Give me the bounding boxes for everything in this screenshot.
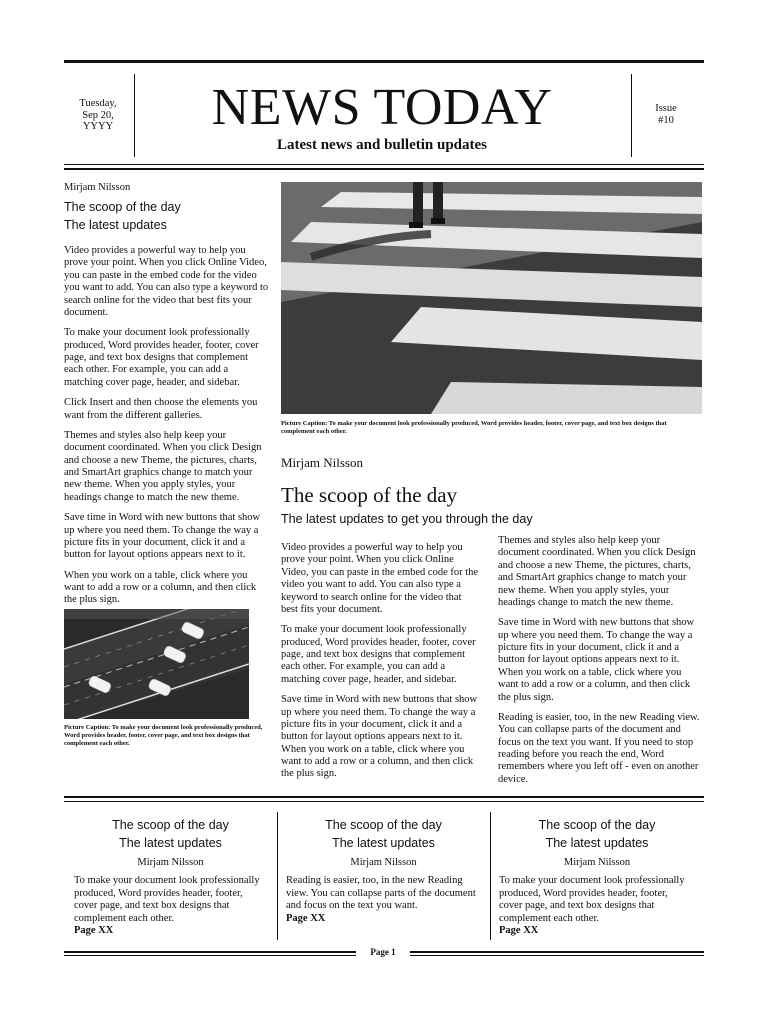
footer-rule-right-thin [410,955,704,956]
feature-paragraph: Save time in Word with new buttons that show up where you need them. To change the way a picture fits in your document, click it and a button for layout options appears next to it. When you work on a table, click where you want to add a row or a column, and then click the plus sign. [498,617,695,703]
left-heading: The scoop of the day [64,200,181,214]
bottom-story-body: Reading is easier, too, in the new Reading view. You can collapse parts of the document and focus on the text you want. [286,875,476,912]
bottom-story-subheading: The latest updates [545,836,649,850]
issue-label: Issue [655,103,677,114]
left-photo-caption: Picture Caption: To make your document look professionally produced, Word provides header, footer, cover page, and text box designs that complement each other. [64,724,263,748]
bottom-story-subheading: The latest updates [332,836,435,850]
date-month-day: Sep 20, [82,109,114,121]
left-paragraph: Save time in Word with new buttons that show up where you need them. To change the way a picture fits in your document, click it and a button for layout options appears next to it. [64,512,261,561]
feature-paragraph: To make your document look professionally produced, Word provides header, footer, cover page, and text box designs that complement each other. For example, you can add a matching cover page, header, and sidebar. [281,624,476,685]
masthead-title: NEWS TODAY [211,79,553,136]
feature-paragraph: Save time in Word with new buttons that show up where you need them. To change the way a picture fits in your document, click it and a button for layout options appears next to it. When you work on a table, click where you want to add a row or a column, and then click the plus sign. [281,694,478,780]
bottom-story-author: Mirjam Nilsson [137,857,204,868]
bottom-story-page-ref: Page XX [286,912,326,924]
masthead-divider-right [631,74,632,157]
left-photo-highway [64,609,249,719]
masthead-top-rule [64,60,704,63]
bottom-story-heading: The scoop of the day [112,818,229,832]
feature-paragraph: Themes and styles also help keep your document coordinated. When you click Design and choose a new Theme, the pictures, charts, and SmartArt graphics change to match your new theme. When you apply styles, your headings change to match the new theme. [498,535,696,608]
bottom-story-3 [490,816,704,937]
feature-paragraph: Video provides a powerful way to help you prove your point. When you click Online Video, you can paste in the embed code for the video you want to add. You can also type a keyword to search online for the video that best fits your document. [281,542,479,615]
bottom-story-body: To make your document look professionally produced, Word provides header, footer, cover page, and text box designs that complement each other. [499,875,685,924]
date-year: YYYY [82,121,114,133]
feature-headline: The scoop of the day [281,483,458,507]
feature-author: Mirjam Nilsson [281,455,363,470]
masthead-divider-left [134,74,135,157]
bottom-story-page-ref: Page XX [499,924,539,936]
left-author: Mirjam Nilsson [64,182,131,193]
bottom-story-subheading: The latest updates [119,836,222,850]
masthead-tagline: Latest news and bulletin updates [276,137,488,153]
footer-rule-right-thick [410,951,704,953]
left-paragraph: To make your document look professionally produced, Word provides header, footer, cover page, and text box designs that complement each other. For example, you can add a matching cover page, header, and sidebar. [64,327,259,388]
bottom-story-body: To make your document look professionally produced, Word provides header, footer, cover page, and text box designs that complement each other. [74,875,260,924]
feature-column-1 [281,542,479,789]
footer-rule-left-thick [64,951,356,953]
feature-photo-crosswalk [281,182,702,414]
masthead-date [68,98,128,133]
masthead-bottom-rule-thin [64,164,704,165]
feature-paragraph: Reading is easier, too, in the new Reading view. You can collapse parts of the document and focus on the text you want. If you need to stop reading before you reach the end, Word remembers where you left off - even on another device. [498,711,700,785]
left-paragraph: When you work on a table, click where you want to add a row or a column, and then click the plus sign. [64,569,257,606]
masthead-issue [638,103,694,127]
left-paragraph: Video provides a powerful way to help you prove your point. When you click Online Video, you can paste in the embed code for the video you want to add. You can also type a keyword to search online for the video that best fits your document. [64,245,269,318]
feature-column-2 [498,535,702,794]
left-paragraph: Themes and styles also help keep your document coordinated. When you click Design and choose a new Theme, the pictures, charts, and SmartArt graphics change to match your new theme. When you apply styles, your headings change to match the new theme. [64,429,262,503]
left-article-body [64,245,269,615]
bottom-story-1 [64,816,277,937]
bottom-story-heading: The scoop of the day [538,818,656,832]
issue-number: #10 [658,115,674,127]
feature-photo-caption: Picture Caption: To make your document look professionally produced, Word provides header, footer, cover page, and text box designs that complement each other. [281,420,667,436]
date-weekday: Tuesday, [79,98,117,109]
bottom-section-top-rule-thin [64,801,704,802]
bottom-story-author: Mirjam Nilsson [563,857,631,868]
bottom-section-top-rule-thick [64,796,704,798]
footer-rule-left-thin [64,955,356,956]
page-number: Page 1 [370,947,396,957]
bottom-story-author: Mirjam Nilsson [350,857,417,868]
bottom-story-page-ref: Page XX [74,924,114,936]
left-subheading: The latest updates [64,218,167,232]
feature-subhead: The latest updates to get you through the day [281,512,533,526]
masthead-bottom-rule-thick [64,168,704,170]
left-paragraph: Click Insert and then choose the elements you want from the different galleries. [64,397,258,421]
bottom-story-2 [277,816,490,925]
bottom-story-heading: The scoop of the day [325,818,442,832]
